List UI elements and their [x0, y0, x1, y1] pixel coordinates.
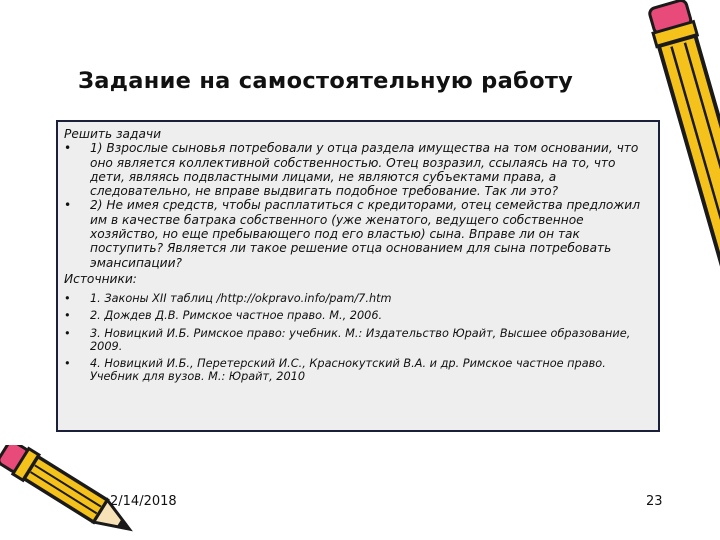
footer-date: 2/14/2018 [110, 494, 177, 509]
sources-heading: Источники: [64, 271, 137, 286]
pencil-icon-left [0, 445, 140, 540]
source-item-1: • 1. Законы XII таблиц /http://okpravo.info/pam/7.htm [64, 292, 650, 305]
page-number: 23 [646, 494, 663, 509]
tasks-heading: Решить задачи [64, 127, 162, 141]
task-list [64, 141, 650, 270]
task-panel [56, 120, 660, 432]
task-item-2: • 2) Не имея средств, чтобы расплатиться с кредиторами, отец семейства предложил им в качестве батрака собственного (уже женатого, ведущего собственное хозяйство, но еще пребывающего под его властью) сына. Вправе ли он так поступить? Является ли такое решение отца основанием для сына потребовать эмансипации? [64, 198, 650, 269]
source-list [64, 292, 650, 383]
slide-title: Задание на самостоятельную работу [78, 68, 574, 94]
source-item-4: • 4. Новицкий И.Б., Перетерский И.С., Краснокутский В.А. и др. Римское частное право. Учебник для вузов. М.: Юрайт, 2010 [64, 357, 650, 383]
source-item-3: • 3. Новицкий И.Б. Римское право: учебник. М.: Издательство Юрайт, Высшее образование, 2009. [64, 327, 650, 353]
source-item-2: • 2. Дождев Д.В. Римское частное право. М., 2006. [64, 309, 650, 322]
task-item-1: • 1) Взрослые сыновья потребовали у отца раздела имущества на том основании, что оно является коллективной собственностью. Отец возразил, ссылаясь на то, что дети, являясь подвластными лицами, не являются субъектами права, а следовательно, не вправе выдвигать подобное требование. Так ли это? [64, 141, 650, 198]
